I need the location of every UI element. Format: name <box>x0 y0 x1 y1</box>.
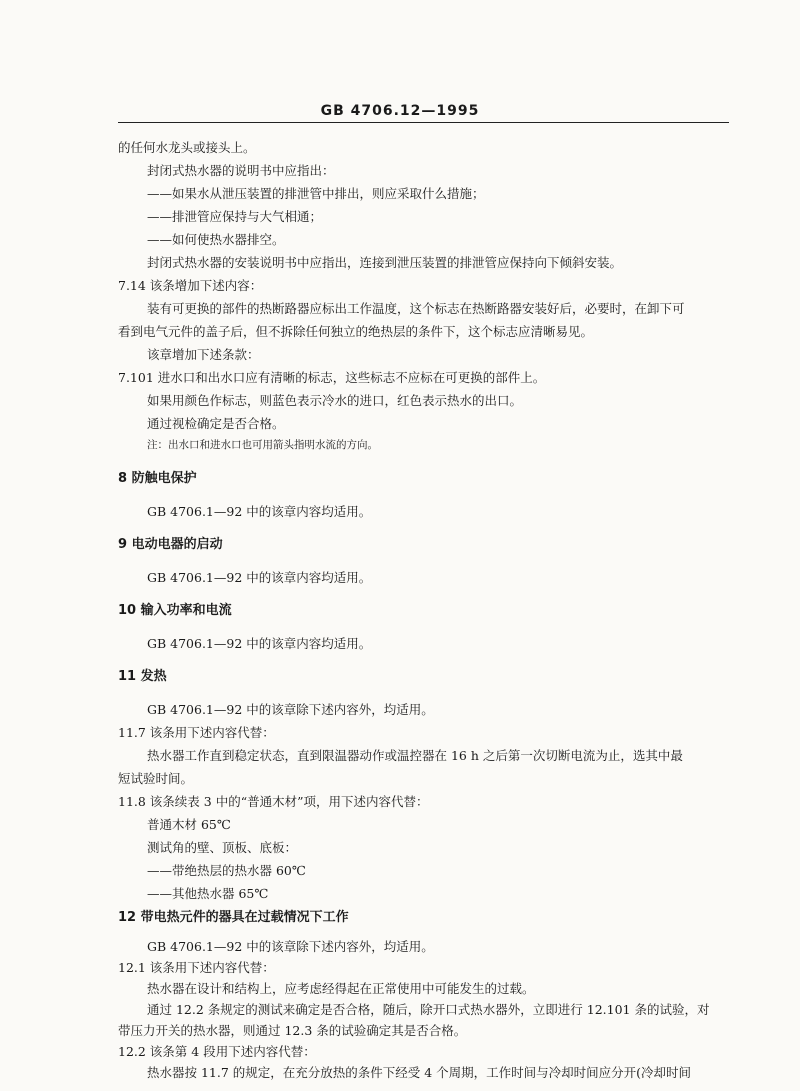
text-line: 短试验时间。 <box>118 771 194 786</box>
text-line: 该章增加下述条款： <box>147 347 260 362</box>
clause-heading: 12.1 该条用下述内容代替： <box>118 960 275 975</box>
text-line: 如果用颜色作标志，则蓝色表示冷水的进口，红色表示热水的出口。 <box>147 393 523 408</box>
text-line: GB 4706.1—92 中的该章内容均适用。 <box>147 570 372 585</box>
text-line: 带压力开关的热水器，则通过 12.3 条的试验确定其是否合格。 <box>118 1023 467 1038</box>
text-line: GB 4706.1—92 中的该章内容均适用。 <box>147 504 372 519</box>
text-line: 热水器在设计和结构上，应考虑经得起在正常使用中可能发生的过载。 <box>147 981 535 996</box>
section-heading: 11 发热 <box>118 669 167 684</box>
text-line: 封闭式热水器的说明书中应指出： <box>147 163 335 178</box>
text-line: 的任何水龙头或接头上。 <box>118 140 256 155</box>
text-line: 热水器按 11.7 的规定，在充分放热的条件下经受 4 个周期，工作时间与冷却时间应分开(冷却时间 <box>147 1065 692 1080</box>
clause-heading: 11.7 该条用下述内容代替： <box>118 725 275 740</box>
header-rule <box>118 122 729 123</box>
section-heading: 8 防触电保护 <box>118 471 197 486</box>
text-line: 通过视检确定是否合格。 <box>147 416 285 431</box>
text-line: ——如何使热水器排空。 <box>147 232 285 247</box>
text-line: ——排泄管应保持与大气相通； <box>147 209 323 224</box>
text-line: 普通木材 65℃ <box>147 817 231 832</box>
clause-heading: 7.14 该条增加下述内容： <box>118 278 263 293</box>
clause-heading: 12.2 该条第 4 段用下述内容代替： <box>118 1044 316 1059</box>
section-heading: 9 电动电器的启动 <box>118 537 223 552</box>
text-line: 测试角的壁、顶板、底板： <box>147 840 298 855</box>
text-line: 看到电气元件的盖子后，但不拆除任何独立的绝热层的条件下，这个标志应清晰易见。 <box>118 324 594 339</box>
section-heading: 10 输入功率和电流 <box>118 603 232 618</box>
text-line: 通过 12.2 条规定的测试来确定是否合格，随后，除开口式热水器外，立即进行 12.101 条的试验，对 <box>147 1002 710 1017</box>
note-line: 注：出水口和进水口也可用箭头指明水流的方向。 <box>147 439 378 451</box>
clause-heading: 7.101 进水口和出水口应有清晰的标志，这些标志不应标在可更换的部件上。 <box>118 370 546 385</box>
clause-heading: 11.8 该条续表 3 中的“普通木材”项，用下述内容代替： <box>118 794 429 809</box>
text-line: 装有可更换的部件的热断路器应标出工作温度，这个标志在热断路器安装好后，必要时，在卸下可 <box>147 301 685 316</box>
text-line: 热水器工作直到稳定状态，直到限温器动作或温控器在 16 h 之后第一次切断电流为止，选其中最 <box>147 748 683 763</box>
text-line: 封闭式热水器的安装说明书中应指出，连接到泄压装置的排泄管应保持向下倾斜安装。 <box>147 255 623 270</box>
text-line: GB 4706.1—92 中的该章除下述内容外，均适用。 <box>147 702 434 717</box>
text-line: GB 4706.1—92 中的该章内容均适用。 <box>147 636 372 651</box>
text-line: GB 4706.1—92 中的该章除下述内容外，均适用。 <box>147 939 434 954</box>
text-line: ——带绝热层的热水器 60℃ <box>147 863 306 878</box>
text-line: ——其他热水器 65℃ <box>147 886 269 901</box>
text-line: ——如果水从泄压装置的排泄管中排出，则应采取什么措施； <box>147 186 485 201</box>
page-header: GB 4706.12—1995 <box>320 103 480 119</box>
section-heading: 12 带电热元件的器具在过载情况下工作 <box>118 910 349 925</box>
